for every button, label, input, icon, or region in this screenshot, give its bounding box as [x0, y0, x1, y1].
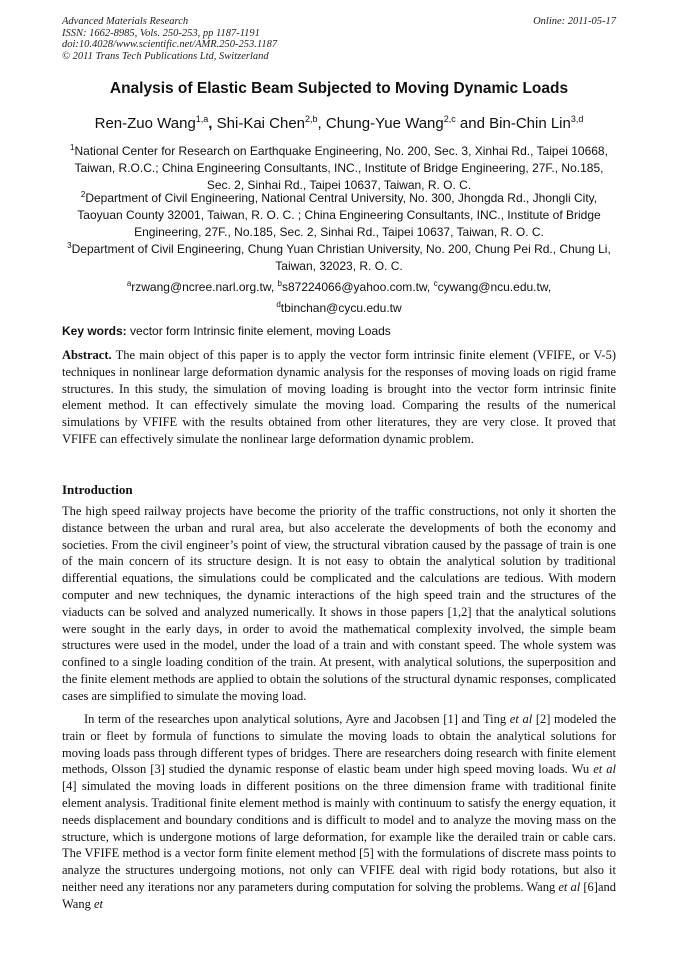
abstract-label: Abstract. — [62, 348, 112, 362]
doi-line: doi:10.4028/www.scientific.net/AMR.250-253.1187 — [62, 39, 278, 50]
affiliation-text: National Center for Research on Earthquake Engineering, No. 200, Sec. 3, Xinhai Rd., Taipei 10668, Taiwan, R.O.C.; China Engineering Consultants, INC., Institute of Bridge Engineering, 27F., No.185, Sec. 2, Sinhai Rd., Taipei 10637, Taiwan, R. O. C. — [74, 144, 608, 193]
et-al: et — [93, 896, 104, 911]
keywords-label: Key words: — [62, 324, 127, 338]
journal-name: Advanced Materials Research — [62, 16, 189, 27]
email-sup: a — [126, 279, 132, 288]
keywords-text: vector form Intrinsic finite element, moving Loads — [130, 324, 391, 338]
author-sup: 3,d — [570, 114, 584, 124]
paper-title: Analysis of Elastic Beam Subjected to Moving Dynamic Loads — [109, 80, 569, 97]
issn-line: ISSN: 1662-8985, Vols. 250-253, pp 1187-1191 — [62, 27, 260, 39]
intro-paragraph-1: The high speed railway projects have become the priority of the traffic constructions, not only it shorten the distance between the urban and rural area, but also accelerate the developments of both the economy and societies. From the civil engineer’s point of view, the structural vibration caused by the passage of train is one of the main concern of its structure design. It is not easy to obtain the analytical solution by traditional differential equations, the simulations could be complicated and the calculations are tedious. With modern computer and new techniques, the dynamic interactions of the high speed train and the structures of the viaducts can be solved and analyzed numerically. It shows in those papers [1,2] that the analytical solutions were sought in the early days, in order to avoid the mathematical complexity involved, the simple beam structures were used in the model, under the load of a train and with constant speed. The whole system was confined to a single loading condition of the train. At present, with analytical solutions, the superposition and the finite element methods are applied to obtain the solutions of the structural dynamic responses, complicated cases are simplified to simulate the moving load. — [62, 504, 616, 703]
section-heading-introduction: Introduction — [62, 482, 133, 497]
author-sup: 1,a — [195, 114, 209, 124]
email-link[interactable]: s87224066@yahoo.com.tw — [281, 280, 427, 294]
intro-paragraph-2: In term of the researches upon analytical solutions, Ayre and Jacobsen [1] and Ting et al [2] modeled the train or fleet by formula of functions to simulate the moving loads to obtain the analytical solutions for moving loads pass through different types of bridges. There are researchers doing research with finite element methods, Olsson [3] studied the dynamic response of elastic beam under high speed moving loads. Wu et al [4] simulated the moving loads in different positions on the three dimension frame with traditional finite element analysis. Traditional finite element method is mainly with continuum to satisfy the energy equation, it needs displacement and boundary conditions and is difficult to model and to analyze the moving mass on the structure, which is undergone motions of large deformation, for example like the derailed train or cable cars. The VFIFE method is a vector form finite element method [5] with the formulations of discrete mass points to analyze the structures undergoing motions, not only can VFIFE deal with rigid body rotations, but also it neither need any iterations nor any parameters during computation for solving the problems. Wang et al [6]and Wang et — [62, 712, 617, 911]
affiliation-sup: 1 — [70, 143, 75, 152]
affiliation-text: Department of Civil Engineering, National Central University, No. 300, Jhongda Rd., Jhongli City, Taoyuan County 32001, Taiwan, R. O. C. ; China Engineering Consultants, INC., Institute of Bridge Engineering, 27F., No.185, Sec. 2, Sinhai Rd., Taipei 10637, Taiwan, R. O. C. — [77, 191, 601, 240]
author-list: Ren-Zuo Wang$^{1,a}$, Shi-Kai Chen$^{2,b}$, Chung-Yue Wang$^{2,c}$ and Bin-Chin Lin$^{3,d}$ — [94, 114, 584, 132]
author-sup: 2,b — [305, 114, 318, 124]
email-sup: d — [276, 300, 281, 310]
author-name: Chung-Yue Wang — [325, 115, 444, 132]
et-al: et al — [593, 762, 617, 777]
et-al: et al — [509, 712, 533, 726]
journal-header — [62, 16, 277, 62]
affiliation-sup: 3 — [67, 241, 72, 250]
abstract — [62, 347, 616, 448]
email-sup: c — [433, 279, 438, 288]
et-al: et al — [558, 879, 581, 894]
affiliation — [62, 186, 616, 242]
email-link[interactable]: cywang@ncu.edu.tw — [437, 280, 548, 294]
keywords — [62, 324, 616, 338]
author-name: Bin-Chin Lin — [489, 115, 571, 132]
affiliation-text: Department of Civil Engineering, Chung Yuan Christian University, No. 200, Chung Pei Rd., Chung Li, Taiwan, 32023, R. O. C. — [71, 242, 611, 274]
affiliation — [62, 237, 616, 275]
affiliation-sup: 2 — [80, 190, 86, 199]
author-name: Ren-Zuo Wang — [94, 115, 196, 132]
author-name: Shi-Kai Chen — [216, 115, 306, 132]
online-date: Online: 2011-05-17 — [533, 16, 616, 27]
email-link[interactable]: tbinchan@cycu.edu.tw — [280, 301, 402, 316]
email-sup: b — [277, 279, 282, 288]
author-sup: 2,c — [443, 114, 456, 124]
email-list: $^a$rzwang@ncree.narl.org.tw, $^b$s87224066@yahoo.com.tw, $^c$cywang@ncu.edu.tw, $^d$tbinchan@cycu.edu.tw — [126, 279, 552, 316]
copyright-line: © 2011 Trans Tech Publications Ltd, Switzerland — [62, 50, 269, 62]
email-link[interactable]: rzwang@ncree.narl.org.tw — [131, 280, 271, 294]
abstract-text: The main object of this paper is to apply the vector form intrinsic finite element (VFIFE, or V-5) techniques in nonlinear large deformation dynamic analysis for the responses of moving loads on rigid frame structures. In this study, the simulation of moving loading is brought into the vector form intrinsic finite element method. It can effectively simulate the moving load. Comparing the results of the numerical simulations by VFIFE with the results obtained from other literatures, they are very close. It proved that VFIFE can effectively simulate the nonlinear large deformation dynamic problem. — [62, 348, 616, 446]
